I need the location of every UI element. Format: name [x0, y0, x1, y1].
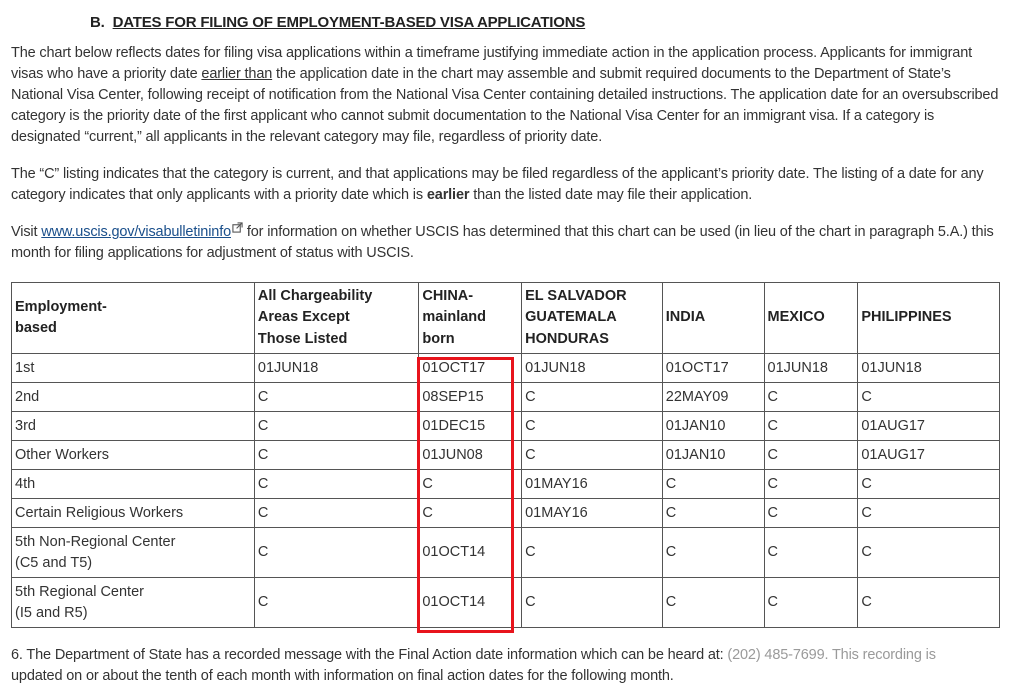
date-cell: 01JUN18	[764, 354, 858, 383]
date-cell: 01DEC15	[419, 412, 522, 441]
column-header: CHINA- mainland born	[419, 283, 522, 354]
category-cell: 3rd	[12, 412, 255, 441]
date-cell: C	[764, 470, 858, 499]
table-row	[12, 470, 1000, 499]
table-row	[12, 441, 1000, 470]
section-heading	[90, 14, 1001, 31]
date-cell: C	[764, 412, 858, 441]
date-cell: 01JUN08	[419, 441, 522, 470]
column-header: PHILIPPINES	[858, 283, 1000, 354]
date-cell: C	[662, 578, 764, 628]
bold-text: earlier	[426, 187, 470, 203]
paragraph-dates-for-filing	[11, 43, 1001, 148]
table-header-row	[12, 283, 1000, 354]
date-cell: 01OCT17	[419, 354, 522, 383]
date-cell: 01MAY16	[522, 499, 663, 528]
table-row	[12, 528, 1000, 578]
date-cell: C	[522, 578, 663, 628]
paragraph-recorded-message	[11, 645, 1001, 687]
date-cell: 01JAN10	[662, 441, 764, 470]
date-cell: 01OCT14	[419, 528, 522, 578]
date-cell: 01AUG17	[858, 412, 1000, 441]
date-cell: 01OCT17	[662, 354, 764, 383]
paragraph-text: The chart below reflects dates for filing visa applications within a timeframe justifying immediate action in the application process. Applicants for immigrant visas who have a priority date	[11, 45, 972, 82]
date-cell: C	[764, 528, 858, 578]
date-cell: C	[764, 499, 858, 528]
category-cell: 4th	[12, 470, 255, 499]
faded-text: (202) 485-7699. This recording is	[727, 647, 936, 663]
date-cell: C	[254, 578, 418, 628]
date-cell: C	[858, 470, 1000, 499]
date-cell: C	[858, 499, 1000, 528]
column-header: Employment- based	[12, 283, 255, 354]
date-cell: C	[419, 470, 522, 499]
paragraph-text: The “C” listing indicates that the category is current, and that applications may be filed regardless of the applicant’s priority date. The listing of a date for any category indicates that only applicants with a priority date which is	[11, 166, 984, 203]
paragraph-uscis-visit	[11, 222, 1001, 264]
date-cell: 01MAY16	[522, 470, 663, 499]
date-cell: C	[254, 470, 418, 499]
date-cell: C	[254, 441, 418, 470]
paragraph-text: for information on whether USCIS has determined that this chart can be used (in lieu of the chart in paragraph 5.A.) this month for filing applications for adjustment of status with USCIS.	[11, 224, 994, 261]
section-title: DATES FOR FILING OF EMPLOYMENT-BASED VISA APPLICATIONS	[112, 14, 586, 31]
date-cell: 08SEP15	[419, 383, 522, 412]
date-cell: C	[662, 528, 764, 578]
document-body	[11, 0, 1001, 687]
paragraph-text: the application date in the chart may assemble and submit required documents to the Department of State’s National Visa Center, following receipt of notification from the National Visa Center containing detailed instructions. The application date for an oversubscribed category is the priority date of the first applicant who cannot submit documentation to the National Visa Center for an immigrant visa. If a category is designated “current,” all applicants in the relevant category may file, regardless of priority date.	[11, 66, 999, 145]
paragraph-text: Visit	[11, 224, 42, 240]
category-cell: 1st	[12, 354, 255, 383]
date-cell: 01JUN18	[522, 354, 663, 383]
paragraph-text: than the listed date may file their application.	[469, 187, 753, 203]
date-cell: C	[858, 578, 1000, 628]
date-cell: C	[254, 499, 418, 528]
date-cell: C	[764, 383, 858, 412]
date-cell: 22MAY09	[662, 383, 764, 412]
underlined-text: earlier than	[201, 66, 273, 82]
table-row	[12, 412, 1000, 441]
table-row	[12, 383, 1000, 412]
date-cell: 01OCT14	[419, 578, 522, 628]
category-cell: 5th Non-Regional Center (C5 and T5)	[12, 528, 255, 578]
date-cell: C	[662, 470, 764, 499]
date-cell: C	[522, 412, 663, 441]
table-row	[12, 499, 1000, 528]
column-header: INDIA	[662, 283, 764, 354]
employment-visa-dates-table	[11, 282, 1000, 628]
date-cell: 01JAN10	[662, 412, 764, 441]
date-cell: C	[662, 499, 764, 528]
date-cell: C	[254, 412, 418, 441]
column-header: EL SALVADOR GUATEMALA HONDURAS	[522, 283, 663, 354]
column-header: MEXICO	[764, 283, 858, 354]
paragraph-current-listing	[11, 164, 1001, 206]
paragraph-text: updated on or about the tenth of each month with information on final action dates for the following month.	[11, 668, 674, 684]
uscis-visa-bulletin-link[interactable]: www.uscis.gov/visabulletininfo	[41, 224, 231, 240]
date-cell: C	[858, 383, 1000, 412]
category-cell: Other Workers	[12, 441, 255, 470]
table-row	[12, 354, 1000, 383]
date-cell: C	[419, 499, 522, 528]
category-cell: Certain Religious Workers	[12, 499, 255, 528]
category-cell: 5th Regional Center (I5 and R5)	[12, 578, 255, 628]
date-cell: C	[764, 441, 858, 470]
date-cell: 01JUN18	[858, 354, 1000, 383]
section-number: B.	[90, 14, 105, 31]
date-cell: C	[522, 528, 663, 578]
category-cell: 2nd	[12, 383, 255, 412]
table-row	[12, 578, 1000, 628]
date-cell: C	[522, 383, 663, 412]
column-header: All Chargeability Areas Except Those Listed	[254, 283, 418, 354]
paragraph-text: 6. The Department of State has a recorded message with the Final Action date information which can be heard at:	[11, 647, 728, 663]
external-link-icon	[232, 222, 243, 233]
date-cell: C	[764, 578, 858, 628]
date-cell: C	[254, 383, 418, 412]
date-cell: C	[254, 528, 418, 578]
date-cell: 01AUG17	[858, 441, 1000, 470]
date-cell: C	[858, 528, 1000, 578]
date-cell: 01JUN18	[254, 354, 418, 383]
date-cell: C	[522, 441, 663, 470]
